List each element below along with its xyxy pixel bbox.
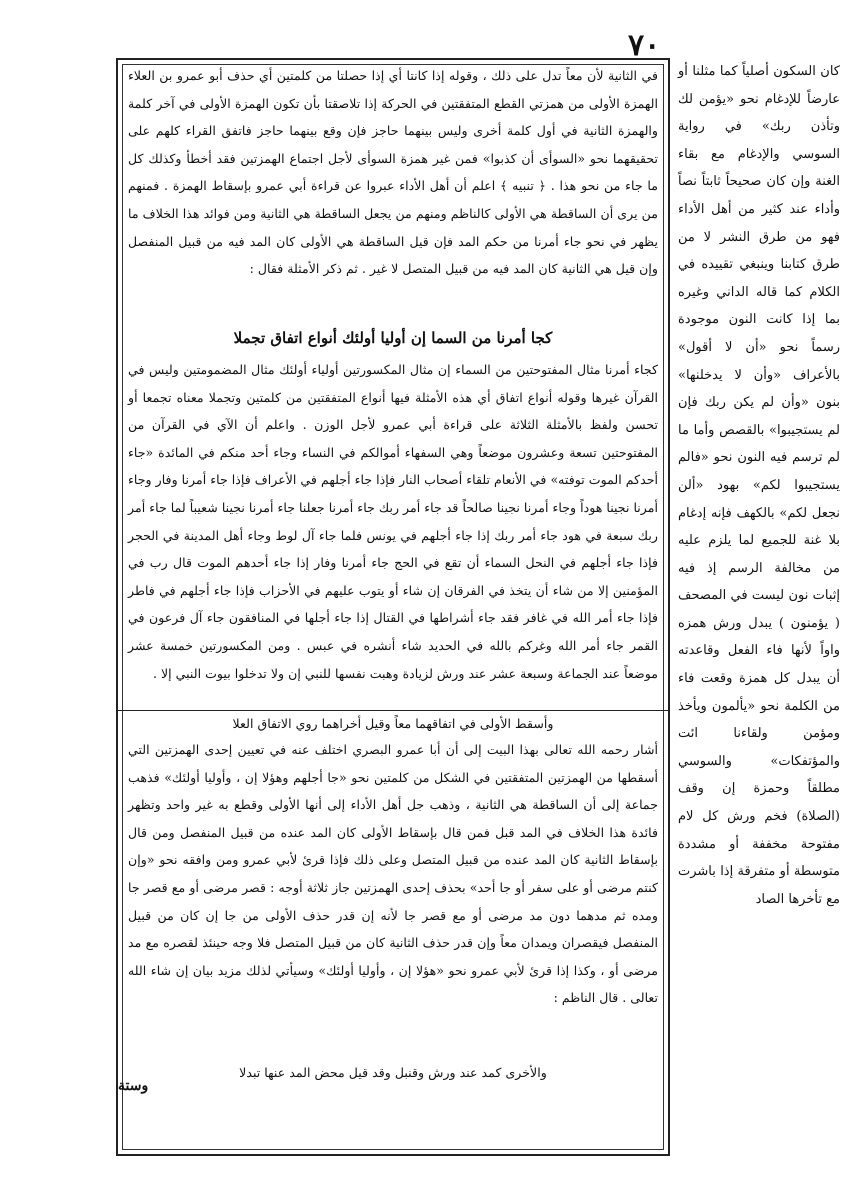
top-paragraph [128, 62, 658, 283]
main-text-frame [116, 58, 670, 1156]
margin-commentary [678, 58, 840, 1158]
verse-line-2: والأخرى كمد عند ورش وقنبل وقد قيل محض المد عنها تبدلا [239, 1065, 547, 1080]
top-paragraph-text: في الثانية لأن معاً تدل على ذلك ، وقوله إذا كانتا أي إذا حصلتا من كلمتين أي حذف أبو عمرو بن العلاء الهمزة الأولى من همزتي القطع المتفقتين في الحركة إذا تلاصقتا بأن تكون الهمزة الأولى في آخر كلمة والهمزة الثانية في أول كلمة أخرى وليس بينهما حاجز فإن وقع بينهما حاجز فاتفق القراء كلهم على تحقيقهما نحو «السوأى أن كذبوا» فمن غير همزة السوأى لأجل اجتماع الهمزتين فقد أخطأ وكذلك كل ما جاء من نحو هذا . ﴿ تنبيه ﴾ اعلم أن أهل الأداء عبروا عن قراءة أبي عمرو بإسقاط الهمزة . فمنهم من يرى أن الساقطة هي الأولى كالناظم ومنهم من يجعل الساقطة هي الثانية ومن فوائد هذا الخلاف ما يظهر في نحو جاء أمرنا من حكم المد فإن قيل الساقطة هي الأولى كان المد فيه من قبيل المنفصل وإن قيل هي الثانية كان المد فيه من قبيل المتصل لا غير . ثم ذكر الأمثلة فقال : [128, 68, 658, 277]
margin-commentary-text: كان السكون أصلياً كما مثلنا أو عارضاً للإدغام نحو «يؤمن لك وتأذن ربك» في رواية السوسي والإدغام مع بقاء الغنة وإن كان صحيحاً ثابتاً نصاً وأداء عند كثير من أهل الأداء فهو من طرق النشر لا من طرق كتابنا وينبغي تقييده في الكلام كما قاله الداني وغيره بما إذا كانت النون موجودة رسماً نحو «أن لا أقول» بالأعراف «وأن لا يدخلنها» بنون «وأن لم يكن ربك فإن لم يستجيبوا» بالقصص وأما ما لم ترسم فيه النون نحو «فالم يستجيبوا لكم» بهود «ألن نجعل لكم» بالكهف فإنه إدغام بلا غنة للجميع لما يلزم عليه من مخالفة الرسم إذ فيه إثبات نون ليست في المصحف ( يؤمنون ) يبدل ورش همزه واواً لأنها فاء الفعل وقاعدته أن يبدل كل همزة وقعت فاء من الكلمة نحو «يألمون ويأخذ ومؤمن ولقاءنا ائت والمؤتفكات» والسوسي مطلقاً وحمزة إن وقف (الصلاة) فخم ورش كل لام مفتوحة مخففة أو مشددة متوسطة أو متفرقة إذا باشرت مع تأخرها الصاد [678, 64, 840, 907]
catchword: وستة [118, 1078, 149, 1094]
example-verse: كجا أمرنا من السما إن أوليا أولئك أنواع اتفاق تجملا [233, 329, 553, 347]
verse-line-1: وأسقط الأولى في اتفاقهما معاً وقيل أخراهما روي الاتفاق العلا [232, 716, 554, 731]
commentary-paragraph [128, 736, 658, 1012]
main-paragraph [128, 356, 658, 687]
section-divider [118, 710, 668, 711]
commentary-text: أشار رحمه الله تعالى بهذا البيت إلى أن أبا عمرو البصري اختلف عنه في تعيين إحدى الهمزتين التي أسقطها من الهمزتين المتفقتين في الشكل من كلمتين نحو «جا أجلهم وهؤلا إن ، وأوليا أولئك» فذهب جماعة إلى أن الساقطة هي الثانية ، وذهب جل أهل الأداء إلى أنها الأولى وقطع به غير واحد وتظهر فائدة هذا الخلاف في المد قبل فمن قال بإسقاط الأولى كان المد عنده من قبيل المنفصل ومن قال بإسقاط الثانية كان المد عنده من قبيل المتصل وعلى ذلك فإذا قرئ لأبي عمرو ومن وافقه نحو «وإن كنتم مرضى أو على سفر أو جا أحد» بحذف إحدى الهمزتين جاز ثلاثة أوجه : قصر مرضى أو مع قصر جا ومده ثم مدهما دون مد مرضى أو مع قصر جا لأنه إن قدر حذف الأولى من جا إن كان من قبيل المنفصل فيقصران ويمدان معاً وإن قدر حذف الثانية كان من قبيل المتصل فلا وجه حينئذ لقصره مع مد مرضى أو ، وكذا إذا قرئ لأبي عمرو نحو «هؤلا إن ، وأوليا أولئك» وسيأتي لذلك مزيد بيان إن شاء الله تعالى . قال الناظم : [128, 742, 658, 1006]
main-paragraph-text: كجاء أمرنا مثال المفتوحتين من السماء إن مثال المكسورتين أولياء أولئك مثال المضمومتين وليس في القرآن غيرها وقوله أنواع اتفاق أي هذه الأمثلة فيها أنواع المتفقتين من كلمتين وتجملا معناه تجمعا أو تحسن ولفظ بالأمثلة الثلاثة على قراءة أبي عمرو لأجل الوزن . واعلم أن الآي في القرآن من المفتوحتين تسعة وعشرون موضعاً وهي السفهاء أموالكم في النساء وجاء أحد منكم في المائدة «جاء أحدكم الموت توفته» في الأنعام تلقاء أصحاب النار فإذا جاء أجلهم في الأعراف فإذا جاء أمرنا وفار وجاء أمرنا نجينا هوداً وجاء أمرنا نجينا صالحاً قد جاء أمر ربك جاء أمرنا جعلنا جاء أمرنا نجينا شعيباً لما جاء أمر ربك سبعة في هود جاء أمر ربك إذا جاء أجلهم في يونس فلما جاء آل لوط وجاء أهل المدينة في الحجر فإذا جاء أجلهم في النحل السماء أن تقع في الحج جاء أمرنا وفار إذا جاء أحدهم الموت قال رب في المؤمنين إلا من شاء أن يتخذ في الفرقان إن شاء أو يتوب عليهم في الأحزاب فإذا جاء أجلهم في فاطر فإذا جاء أمر الله في غافر فقد جاء أشراطها في القتال إذا جاء أجلها في المنافقون جاء آل فرعون في القمر جاء أمر الله وغركم بالله في الحديد شاء أنشره في عبس . ومن المكسورتين خمسة عشر موضعاً عند الجماعة وسبعة عشر عند ورش لزيادة وهبت نفسها للنبي إن ولا تدخلوا بيوت النبي إلا . [128, 362, 658, 681]
page-number: ٧٠ [628, 28, 661, 63]
